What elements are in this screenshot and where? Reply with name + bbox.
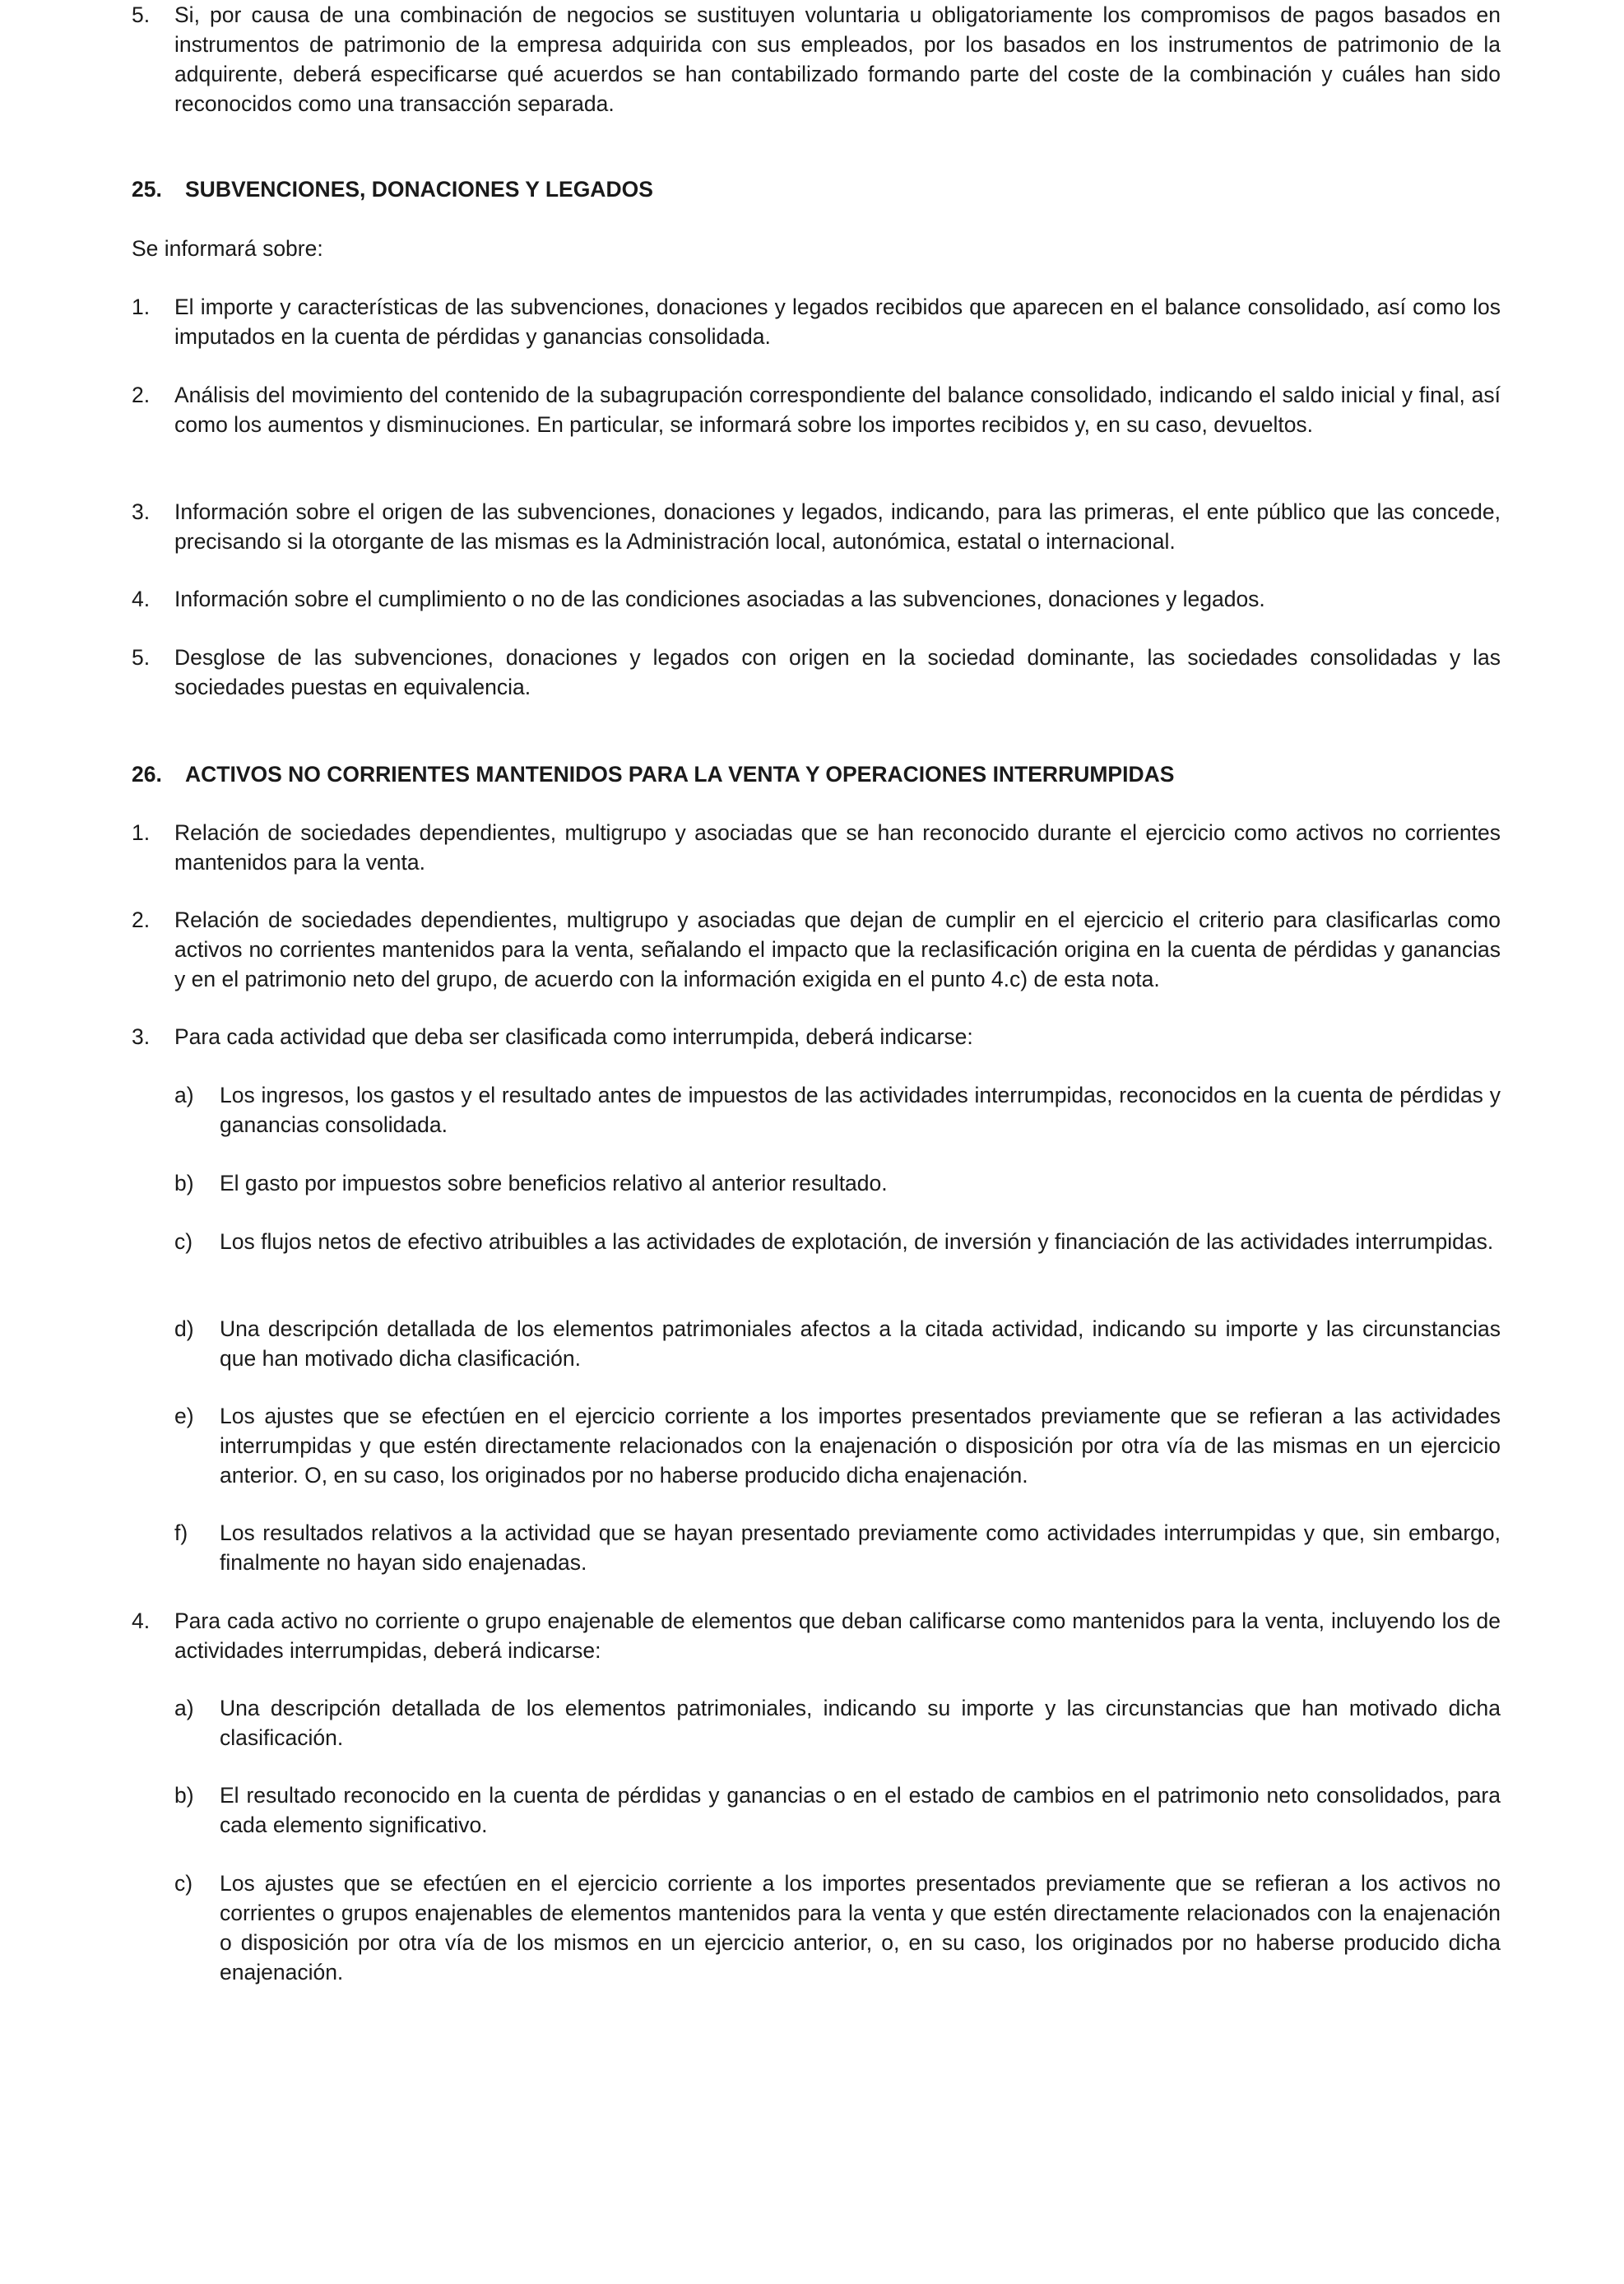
sub-item-text: Los resultados relativos a la actividad que se hayan presentado previamente como actividades interrumpidas y que, sin embargo, finalmente no hayan sido enajenadas. [220, 1520, 1501, 1575]
list-item [132, 905, 1501, 994]
section-heading-26 [132, 759, 1501, 789]
list-item-number: 3. [132, 499, 151, 524]
list-item-number: 4. [132, 587, 151, 611]
sub-list-item [174, 1314, 1501, 1373]
sub-item-letter: e) [174, 1404, 194, 1428]
list-item-text: Desglose de las subvenciones, donaciones y legados con origen en la sociedad dominante, las sociedades consolidadas y las sociedades puestas en equivalencia. [174, 645, 1501, 699]
section-heading-25 [132, 174, 1501, 204]
section-number: 25. [132, 177, 162, 202]
sub-item-text: Los flujos netos de efectivo atribuibles a las actividades de explotación, de inversión y financiación de las actividades interrumpidas. [220, 1229, 1494, 1254]
list-item-number: 5. [132, 645, 151, 670]
list-item [132, 1606, 1501, 1665]
list-item [132, 643, 1501, 702]
sub-list-item [174, 1401, 1501, 1490]
sub-item-text: Los ajustes que se efectúen en el ejercicio corriente a los importes presentados previamente que se refieran a las actividades interrumpidas y que estén directamente relacionados con la enajenación o disposición por otra vía de las mismas en un ejercicio anterior. O, en su caso, los originados por no haberse producido dicha enajenación. [220, 1404, 1501, 1488]
list-item-number: 1. [132, 820, 151, 845]
sub-item-letter: c) [174, 1229, 193, 1254]
sub-item-text: El gasto por impuestos sobre beneficios relativo al anterior resultado. [220, 1171, 888, 1195]
list-item-text: Para cada activo no corriente o grupo enajenable de elementos que deban calificarse como mantenidos para la venta, incluyendo los de actividades interrumpidas, deberá indicarse: [174, 1609, 1501, 1663]
list-item-text: El importe y características de las subvenciones, donaciones y legados recibidos que aparecen en el balance consolidado, así como los imputados en la cuenta de pérdidas y ganancias consolidada. [174, 295, 1501, 349]
list-item-number: 2. [132, 908, 151, 932]
sub-item-text: El resultado reconocido en la cuenta de pérdidas y ganancias o en el estado de cambios en el patrimonio neto consolidados, para cada elemento significativo. [220, 1783, 1501, 1837]
sub-item-letter: d) [174, 1316, 194, 1341]
section-title: SUBVENCIONES, DONACIONES Y LEGADOS [185, 177, 653, 202]
sub-item-text: Una descripción detallada de los elementos patrimoniales afectos a la citada actividad, indicando su importe y las circunstancias que han motivado dicha clasificación. [220, 1316, 1501, 1371]
list-item-number: 5. [132, 2, 151, 27]
list-item [132, 292, 1501, 351]
list-item-text: Relación de sociedades dependientes, multigrupo y asociadas que dejan de cumplir en el ejercicio el criterio para clasificarlas como activos no corrientes mantenidos para la venta, señalando el impacto que la reclasificación origina en la cuenta de pérdidas y ganancias y en el patrimonio neto del grupo, de acuerdo con la información exigida en el punto 4.c) de esta nota. [174, 908, 1501, 991]
sub-item-text: Los ajustes que se efectúen en el ejercicio corriente a los importes presentados previamente que se refieran a los activos no corrientes o grupos enajenables de elementos mantenidos para la venta y que estén directamente relacionados con la enajenación o disposición por otra vía de los mismos en un ejercicio anterior, o, en su caso, los originados por no haberse producido dicha enajenación. [220, 1871, 1501, 1985]
sub-list-item [174, 1780, 1501, 1840]
sub-item-letter: b) [174, 1783, 194, 1808]
sub-item-text: Una descripción detallada de los elementos patrimoniales, indicando su importe y las circunstancias que han motivado dicha clasificación. [220, 1696, 1501, 1750]
list-item [132, 818, 1501, 877]
list-item-number: 2. [132, 383, 151, 407]
section-intro: Se informará sobre: [132, 236, 323, 261]
section-number: 26. [132, 762, 162, 787]
list-item [132, 380, 1501, 439]
sub-list-item [174, 1080, 1501, 1140]
list-item [132, 497, 1501, 556]
list-item-text: Información sobre el origen de las subvenciones, donaciones y legados, indicando, para las primeras, el ente público que las concede, precisando si la otorgante de las mismas es la Administración local, autonómica, estatal o internacional. [174, 499, 1501, 554]
sub-item-letter: c) [174, 1871, 193, 1896]
list-item [132, 584, 1501, 614]
list-item-number: 1. [132, 295, 151, 319]
list-item-text: Relación de sociedades dependientes, multigrupo y asociadas que se han reconocido durante el ejercicio como activos no corrientes mantenidos para la venta. [174, 820, 1501, 875]
sub-item-letter: a) [174, 1083, 194, 1107]
sub-list-item [174, 1869, 1501, 1987]
sub-list-item [174, 1168, 1501, 1198]
list-item-text: Análisis del movimiento del contenido de la subagrupación correspondiente del balance consolidado, indicando el saldo inicial y final, así como los aumentos y disminuciones. En particular, se informará sobre los importes recibidos y, en su caso, devueltos. [174, 383, 1501, 437]
sub-item-letter: b) [174, 1171, 194, 1195]
list-item-text: Para cada actividad que deba ser clasificada como interrumpida, deberá indicarse: [174, 1024, 973, 1049]
sub-list-item [174, 1518, 1501, 1577]
sub-item-text: Los ingresos, los gastos y el resultado antes de impuestos de las actividades interrumpidas, reconocidos en la cuenta de pérdidas y ganancias consolidada. [220, 1083, 1501, 1137]
list-item [132, 0, 1501, 118]
list-item-number: 4. [132, 1609, 151, 1633]
list-item-text: Información sobre el cumplimiento o no de las condiciones asociadas a las subvenciones, donaciones y legados. [174, 587, 1265, 611]
list-item-number: 3. [132, 1024, 151, 1049]
list-item-text: Si, por causa de una combinación de negocios se sustituyen voluntaria u obligatoriamente los compromisos de pagos basados en instrumentos de patrimonio de la empresa adquirida con sus empleados, por los basados en los instrumentos de patrimonio de la adquirente, deberá especificarse qué acuerdos se han contabilizado formando parte del coste de la combinación y cuáles han sido reconocidos como una transacción separada. [174, 2, 1501, 116]
section-title: ACTIVOS NO CORRIENTES MANTENIDOS PARA LA VENTA Y OPERACIONES INTERRUMPIDAS [185, 762, 1175, 787]
sub-item-letter: a) [174, 1696, 194, 1720]
sub-list-item [174, 1227, 1501, 1256]
sub-item-letter: f) [174, 1520, 188, 1545]
list-item [132, 1022, 1501, 1051]
sub-list-item [174, 1693, 1501, 1752]
